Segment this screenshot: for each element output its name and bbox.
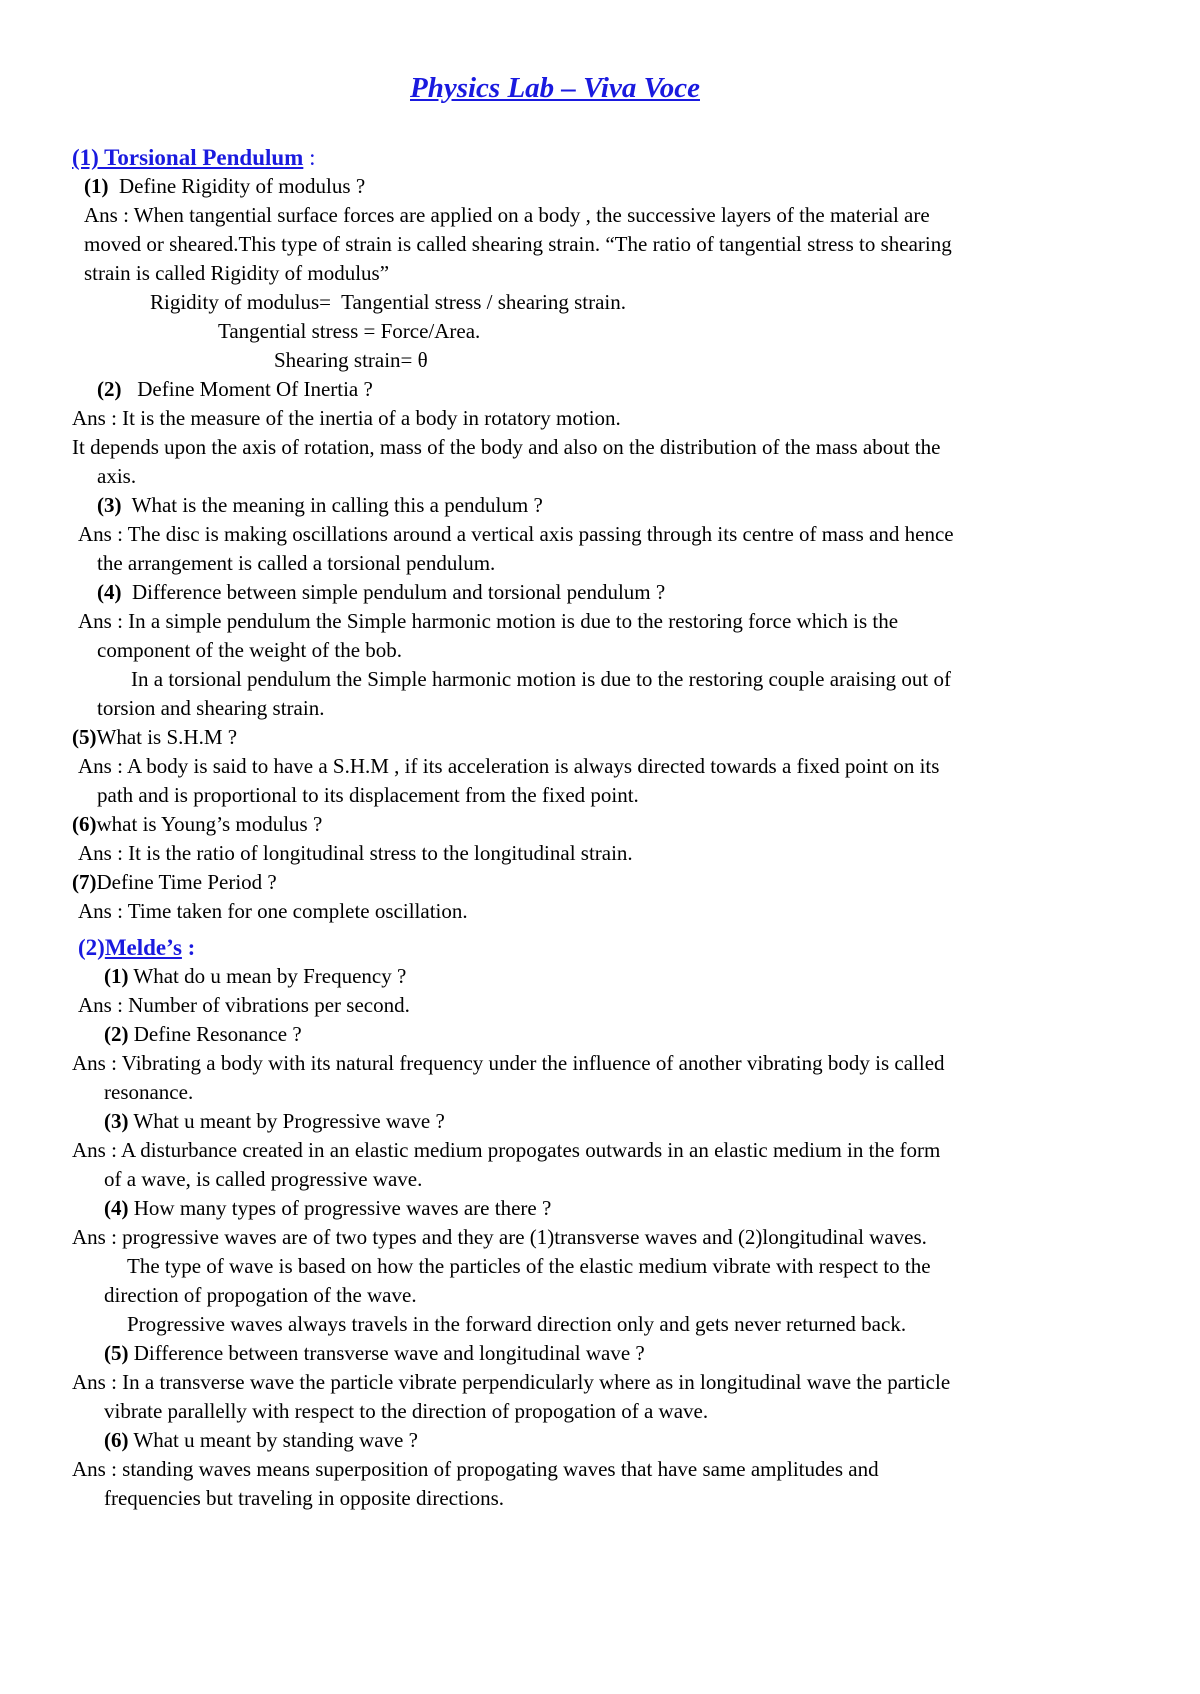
text-line [72,1370,950,1396]
answer-text: strain is called Rigidity of modulus” [84,261,390,285]
question-number: (5) [72,725,97,749]
text-line [131,667,951,693]
text-line [104,1283,417,1309]
question-number: (6) [72,812,97,836]
section-heading-meldes [78,936,195,962]
text-line [104,1399,708,1425]
text-line [150,290,626,316]
answer-text: Ans : The disc is making oscillations around a vertical axis passing through its centre of mass and hence [78,522,954,546]
question-number: (1) [104,964,129,988]
question-line [97,377,373,403]
section-heading-suffix: : [181,935,196,960]
section-heading-text: (1) Torsional Pendulum [72,145,304,170]
text-line [97,696,324,722]
answer-text: Rigidity of modulus= Tangential stress / shearing strain. [150,290,627,314]
text-line [72,1138,940,1164]
question-line [104,1428,418,1454]
question-number: (3) [97,493,122,517]
text-line [97,551,495,577]
answer-text: Ans : When tangential surface forces are applied on a body , the successive layers of the material are [84,203,930,227]
answer-text: the arrangement is called a torsional pendulum. [97,551,496,575]
question-number: (4) [104,1196,129,1220]
text-line [78,993,410,1019]
question-number: (7) [72,870,97,894]
text-line [97,464,136,490]
text-line [104,1486,504,1512]
answer-text: resonance. [104,1080,194,1104]
text-line [104,1080,193,1106]
answer-text: torsion and shearing strain. [97,696,325,720]
question-line [84,174,365,200]
section-heading-torsional-pendulum [72,146,315,172]
answer-text: frequencies but traveling in opposite directions. [104,1486,505,1510]
answer-text: Tangential stress = Force/Area. [218,319,481,343]
answer-text: It depends upon the axis of rotation, mass of the body and also on the distribution of the mass about the [72,435,941,459]
question-text: Define Moment Of Inertia ? [121,377,373,401]
question-number: (3) [104,1109,129,1133]
section-heading-number: (2) [78,935,105,960]
text-line [127,1254,931,1280]
answer-text: Shearing strain= θ [274,348,428,372]
question-text: Define Time Period ? [96,870,277,894]
question-line [104,1022,302,1048]
answer-text: Progressive waves always travels in the forward direction only and gets never returned back. [127,1312,907,1336]
question-number: (4) [97,580,122,604]
answer-text: Ans : It is the measure of the inertia of a body in rotatory motion. [72,406,621,430]
text-line [78,522,954,548]
question-number: (1) [84,174,109,198]
text-line [274,348,428,374]
text-line [218,319,480,345]
text-line [72,1225,927,1251]
answer-text: Ans : Time taken for one complete oscillation. [78,899,468,923]
text-line [78,841,633,867]
question-text: Difference between simple pendulum and torsional pendulum ? [121,580,666,604]
text-line [97,783,639,809]
question-number: (6) [104,1428,129,1452]
question-text: Define Rigidity of modulus ? [108,174,366,198]
question-line [104,964,406,990]
answer-text: path and is proportional to its displacement from the fixed point. [97,783,639,807]
question-line [97,580,665,606]
text-line [78,754,939,780]
question-text: Difference between transverse wave and longitudinal wave ? [128,1341,645,1365]
question-line [72,870,277,896]
answer-text: component of the weight of the bob. [97,638,403,662]
question-line [97,493,543,519]
answer-text: axis. [97,464,137,488]
answer-text: Ans : progressive waves are of two types and they are (1)transverse waves and (2)longitudinal waves. [72,1225,927,1249]
text-line [84,232,952,258]
question-line [104,1109,445,1135]
text-line [104,1167,422,1193]
answer-text: Ans : In a transverse wave the particle vibrate perpendicularly where as in longitudinal wave the particle [72,1370,951,1394]
text-line [78,609,898,635]
text-line [78,899,468,925]
answer-text: Ans : Vibrating a body with its natural frequency under the influence of another vibrating body is called [72,1051,945,1075]
text-line [84,261,389,287]
question-text: What u meant by Progressive wave ? [128,1109,445,1133]
answer-text: Ans : A disturbance created in an elastic medium propogates outwards in an elastic medium in the form [72,1138,941,1162]
text-line [72,406,621,432]
question-line [104,1341,645,1367]
section-heading-text: Melde’s [104,935,182,960]
question-line [104,1196,551,1222]
answer-text: Ans : A body is said to have a S.H.M , if its acceleration is always directed towards a fixed point on its [78,754,940,778]
question-text: What is the meaning in calling this a pendulum ? [121,493,543,517]
answer-text: Ans : In a simple pendulum the Simple harmonic motion is due to the restoring force which is the [78,609,899,633]
question-line [72,725,237,751]
answer-text: Ans : Number of vibrations per second. [78,993,410,1017]
question-line [72,812,322,838]
text-line [84,203,930,229]
question-number: (2) [97,377,122,401]
text-line [72,1457,879,1483]
question-text: Define Resonance ? [128,1022,302,1046]
answer-text: In a torsional pendulum the Simple harmonic motion is due to the restoring couple araising out of [131,667,952,691]
answer-text: Ans : It is the ratio of longitudinal stress to the longitudinal strain. [78,841,633,865]
text-line [127,1312,906,1338]
question-text: How many types of progressive waves are there ? [128,1196,552,1220]
answer-text: direction of propogation of the wave. [104,1283,417,1307]
question-text: what is Young’s modulus ? [96,812,323,836]
section-heading-suffix: : [303,145,316,170]
question-number: (2) [104,1022,129,1046]
question-text: What is S.H.M ? [96,725,238,749]
answer-text: The type of wave is based on how the particles of the elastic medium vibrate with respect to the [127,1254,931,1278]
answer-text: vibrate parallelly with respect to the direction of propogation of a wave. [104,1399,709,1423]
question-number: (5) [104,1341,129,1365]
answer-text: of a wave, is called progressive wave. [104,1167,423,1191]
text-line [72,435,940,461]
question-text: What u meant by standing wave ? [128,1428,418,1452]
text-line [72,1051,945,1077]
text-line [97,638,402,664]
answer-text: moved or sheared.This type of strain is called shearing strain. “The ratio of tangential stress to shearing [84,232,952,256]
question-text: What do u mean by Frequency ? [128,964,407,988]
answer-text: Ans : standing waves means superposition of propogating waves that have same amplitudes and [72,1457,879,1481]
page-title: Physics Lab – Viva Voce [410,72,700,104]
